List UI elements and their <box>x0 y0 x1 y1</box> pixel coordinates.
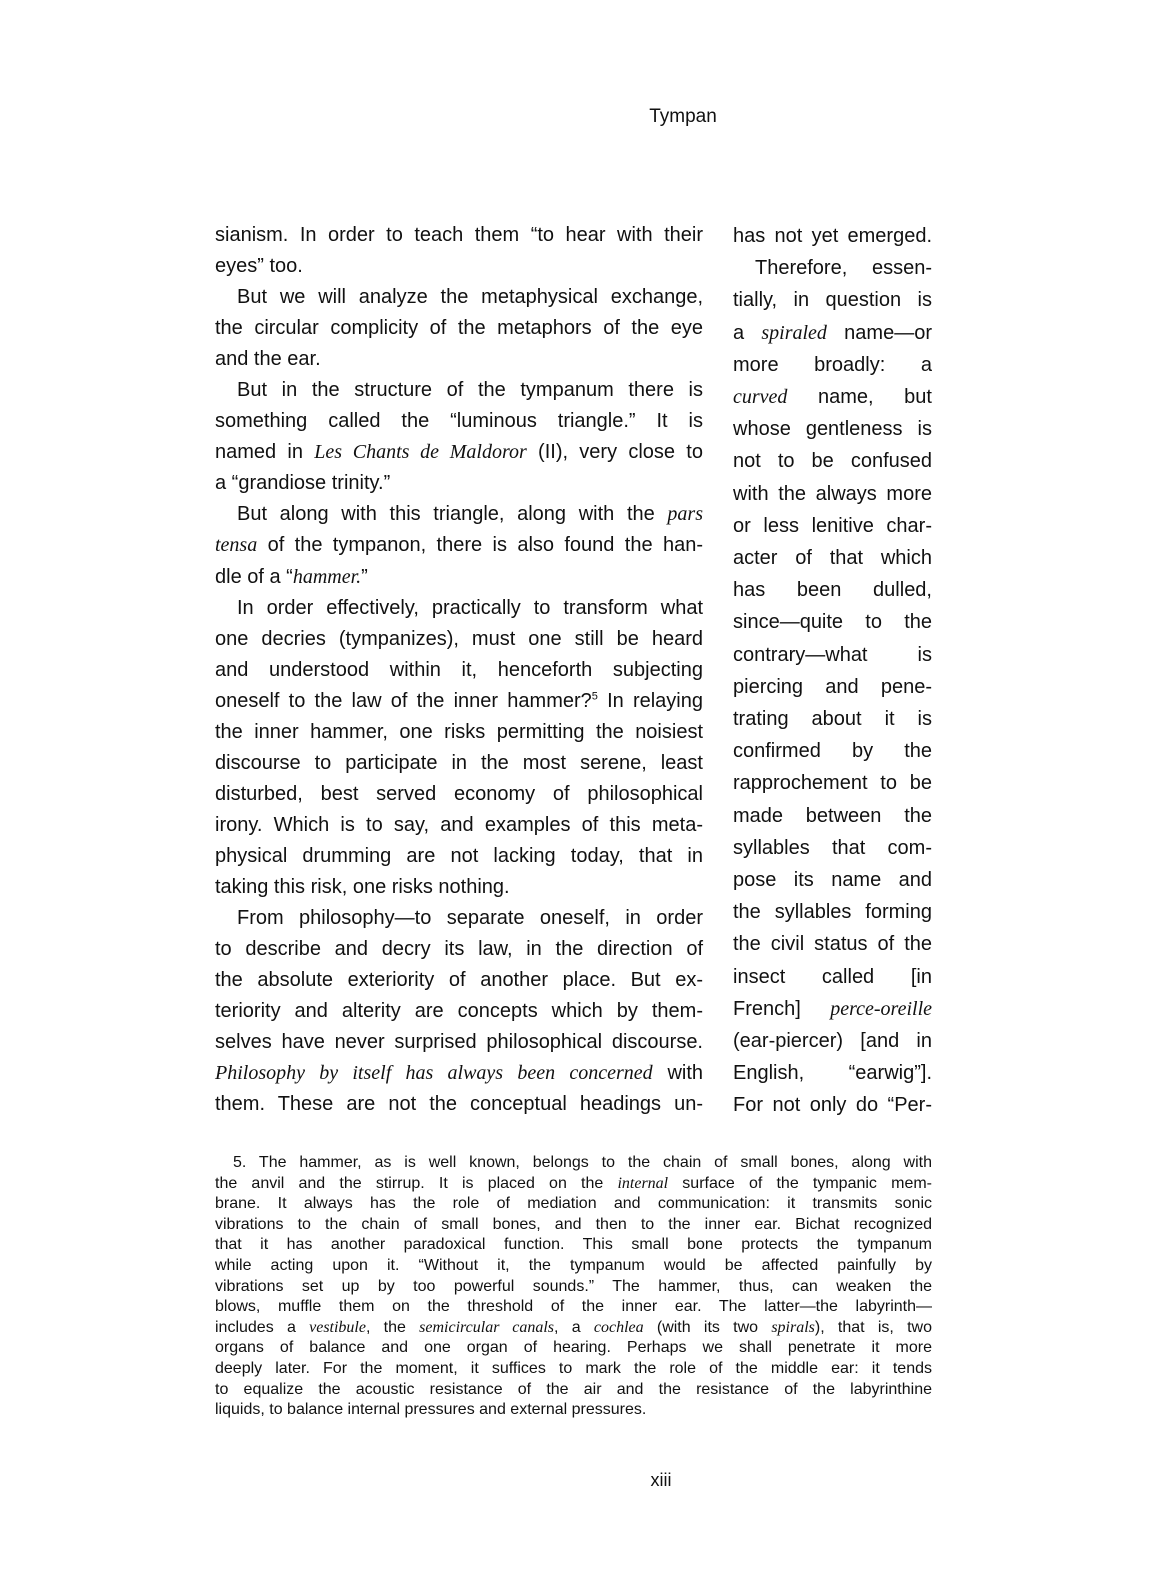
text-line <box>215 934 703 965</box>
text-line <box>733 606 932 638</box>
text-line <box>215 996 703 1027</box>
text-line <box>733 703 932 735</box>
text-line <box>733 349 932 381</box>
italic-run: vestibule <box>309 1318 366 1336</box>
text-line <box>215 220 703 251</box>
text-run: organs of balance and one organ of hearing. Perhaps we shall penetrate it more <box>215 1339 932 1357</box>
text-line <box>215 1235 932 1256</box>
footnote-ref: 5 <box>591 690 598 703</box>
text-run: vibrations set up by too powerful sounds.” The hammer, thus, can weaken the <box>215 1277 932 1295</box>
text-run: whose gentleness is <box>733 418 932 441</box>
text-line <box>215 530 703 561</box>
text-line <box>215 251 703 282</box>
text-run: or less lenitive char- <box>733 514 932 537</box>
text-run: while acting upon it. “Without it, the tympanum would be affected painfully by <box>215 1256 932 1274</box>
text-line <box>215 437 703 468</box>
running-head: Tympan <box>649 106 717 127</box>
text-run: trating about it is <box>733 708 932 731</box>
text-run: 5. The hammer, as is well known, belongs to the chain of small bones, along with <box>233 1154 932 1171</box>
text-line <box>733 252 932 284</box>
text-run: But in the structure of the tympanum there is <box>237 379 703 402</box>
text-line <box>215 779 703 810</box>
text-run: the inner hammer, one risks permitting the noisiest <box>215 720 703 743</box>
text-run: , a <box>554 1318 594 1336</box>
text-run: confirmed by the <box>733 740 932 763</box>
text-run: includes a <box>215 1318 310 1336</box>
text-line <box>733 1089 932 1121</box>
text-run: Therefore, essen- <box>755 257 932 280</box>
text-line <box>733 928 932 960</box>
text-run: oneself to the law of the inner hammer? <box>215 689 592 712</box>
text-line <box>733 1025 932 1057</box>
text-run: not to be confused <box>733 450 932 473</box>
text-line <box>215 282 703 313</box>
text-line <box>733 381 932 413</box>
text-run: of the tympanon, there is also found the han- <box>257 534 703 557</box>
text-run: , the <box>365 1318 420 1336</box>
italic-run: spiraled <box>761 321 827 344</box>
text-line <box>215 1297 932 1318</box>
text-run: French] <box>733 997 831 1020</box>
text-line <box>215 686 703 717</box>
text-line <box>215 1277 932 1298</box>
left-text-column <box>215 220 703 1120</box>
text-line <box>215 841 703 872</box>
text-line <box>215 1153 932 1174</box>
text-run: tially, in question is <box>733 289 932 312</box>
text-line <box>215 1359 932 1380</box>
text-run: (II), very close to <box>526 441 703 464</box>
text-line <box>215 313 703 344</box>
text-line <box>215 1380 932 1401</box>
text-run: (ear-piercer) [and in <box>733 1030 932 1053</box>
text-line <box>733 832 932 864</box>
text-run: vibrations to the chain of small bones, and then to the inner ear. Bichat recognized <box>215 1215 932 1233</box>
text-run: selves have never surprised philosophical discourse. <box>215 1031 703 1054</box>
text-run: disturbed, best served economy of philosophical <box>215 782 703 805</box>
text-line <box>215 1027 703 1058</box>
text-run: with <box>652 1062 704 1085</box>
text-line <box>733 284 932 316</box>
text-run: has been dulled, <box>733 579 932 602</box>
text-run: ” <box>361 565 368 588</box>
text-line <box>215 344 703 375</box>
text-line <box>733 413 932 445</box>
text-line <box>733 639 932 671</box>
italic-run: semicircular canals <box>419 1318 555 1336</box>
text-line <box>215 1089 703 1120</box>
text-line <box>733 317 932 349</box>
text-run: name—or <box>826 321 932 344</box>
italic-run: perce-oreille <box>830 997 932 1020</box>
text-run: the syllables forming <box>733 901 932 924</box>
text-line <box>215 655 703 686</box>
text-run: a “grandiose trinity.” <box>215 472 391 495</box>
text-line <box>215 624 703 655</box>
text-line <box>733 510 932 542</box>
text-run: In order effectively, practically to transform what <box>237 596 703 619</box>
text-line <box>733 864 932 896</box>
text-line <box>215 1215 932 1236</box>
page-number: xiii <box>650 1470 672 1490</box>
text-line <box>733 445 932 477</box>
text-run: (with its two <box>643 1318 772 1336</box>
text-line <box>733 735 932 767</box>
text-line <box>733 800 932 832</box>
text-line <box>215 717 703 748</box>
text-run: one decries (tympanizes), must one still be heard <box>215 627 703 650</box>
text-run: rapprochement to be <box>733 772 932 795</box>
text-run: sianism. In order to teach them “to hear with their <box>215 224 703 246</box>
text-line <box>733 478 932 510</box>
text-run: brane. It always has the role of mediation and communication: it transmits sonic <box>215 1195 932 1213</box>
text-run: dle of a “ <box>215 565 293 588</box>
text-run: contrary—what is <box>733 643 932 666</box>
text-run: acter of that which <box>733 547 932 570</box>
text-line <box>733 767 932 799</box>
text-line <box>733 1057 932 1089</box>
text-run: the anvil and the stirrup. It is placed on the <box>215 1174 618 1192</box>
text-run: to equalize the acoustic resistance of the air and the resistance of the labyrinthine <box>215 1380 932 1398</box>
text-line <box>215 1338 932 1359</box>
text-run: has not yet emerged. <box>733 225 932 247</box>
text-run: discourse to participate in the most serene, least <box>215 751 703 774</box>
text-line <box>215 1194 932 1215</box>
text-line <box>733 961 932 993</box>
italic-run: Philosophy by itself has always been concerned <box>215 1062 653 1085</box>
text-line <box>733 896 932 928</box>
text-line <box>733 542 932 574</box>
text-run: irony. Which is to say, and examples of this meta- <box>215 813 703 836</box>
text-run: teriority and alterity are concepts which by them- <box>215 1000 703 1023</box>
text-line <box>215 1174 932 1195</box>
text-run: more broadly: a <box>733 353 932 376</box>
text-run: From philosophy—to separate oneself, in order <box>237 907 703 930</box>
text-line <box>733 671 932 703</box>
text-run: that it has another paradoxical function. This small bone protects the tympanum <box>215 1236 932 1254</box>
text-run: made between the <box>733 804 932 827</box>
text-line <box>215 499 703 530</box>
text-run: since—quite to the <box>733 611 932 634</box>
text-run: pose its name and <box>733 869 932 892</box>
text-line <box>215 468 703 499</box>
text-run: a <box>733 321 762 344</box>
text-line <box>733 574 932 606</box>
text-line <box>215 748 703 779</box>
text-run: But along with this triangle, along with the <box>237 503 668 526</box>
text-run: named in <box>215 441 315 464</box>
text-run: piercing and pene- <box>733 675 932 698</box>
text-line <box>215 965 703 996</box>
text-run: the circular complicity of the metaphors of the eye <box>215 317 703 340</box>
text-line <box>215 1400 932 1421</box>
italic-run: Les Chants de Maldoror <box>314 441 527 464</box>
text-run: syllables that com- <box>733 836 932 859</box>
text-line <box>215 872 703 903</box>
right-text-column <box>733 220 932 1122</box>
text-run: them. These are not the conceptual headings un- <box>215 1093 703 1116</box>
text-line <box>215 1318 932 1339</box>
text-run: taking this risk, one risks nothing. <box>215 875 510 898</box>
text-line <box>215 1256 932 1277</box>
text-run: physical drumming are not lacking today, that in <box>215 844 703 867</box>
text-run: But we will analyze the metaphysical exchange, <box>237 286 703 309</box>
text-run: deeply later. For the moment, it suffices to mark the role of the middle ear: it tends <box>215 1359 932 1377</box>
italic-run: curved <box>733 386 788 409</box>
text-run: blows, muffle them on the threshold of the inner ear. The latter—the labyrinth— <box>215 1298 932 1316</box>
text-run: For not only do “Per- <box>733 1094 932 1117</box>
italic-run: hammer. <box>292 565 362 588</box>
text-run: In relaying <box>597 689 703 712</box>
text-run: surface of the tympanic mem- <box>668 1174 933 1192</box>
text-line <box>215 593 703 624</box>
text-line <box>733 220 932 252</box>
text-line <box>215 562 703 593</box>
text-line <box>215 406 703 437</box>
italic-run: tensa <box>215 534 258 557</box>
text-run: liquids, to balance internal pressures and external pressures. <box>215 1401 647 1419</box>
text-line <box>215 1058 703 1089</box>
text-run: to describe and decry its law, in the direction of <box>215 938 703 961</box>
text-run: English, “earwig”]. <box>733 1062 932 1085</box>
text-run: ), that is, two <box>814 1318 932 1336</box>
text-run: name, but <box>787 386 932 409</box>
text-run: something called the “luminous triangle.” It is <box>215 410 703 433</box>
italic-run: pars <box>667 503 703 526</box>
text-line <box>215 903 703 934</box>
text-run: insect called [in <box>733 965 932 988</box>
italic-run: spirals <box>771 1318 815 1336</box>
italic-run: cochlea <box>593 1318 644 1336</box>
text-run: eyes” too. <box>215 255 303 278</box>
text-run: the absolute exteriority of another place. But ex- <box>215 969 703 992</box>
text-run: the civil status of the <box>733 933 932 956</box>
italic-run: internal <box>617 1174 669 1192</box>
text-run: with the always more <box>733 482 932 505</box>
text-line <box>733 993 932 1025</box>
text-run: and the ear. <box>215 348 321 371</box>
footnote-5 <box>215 1153 932 1421</box>
text-run: and understood within it, henceforth subjecting <box>215 658 703 681</box>
text-line <box>215 375 703 406</box>
text-line <box>215 810 703 841</box>
